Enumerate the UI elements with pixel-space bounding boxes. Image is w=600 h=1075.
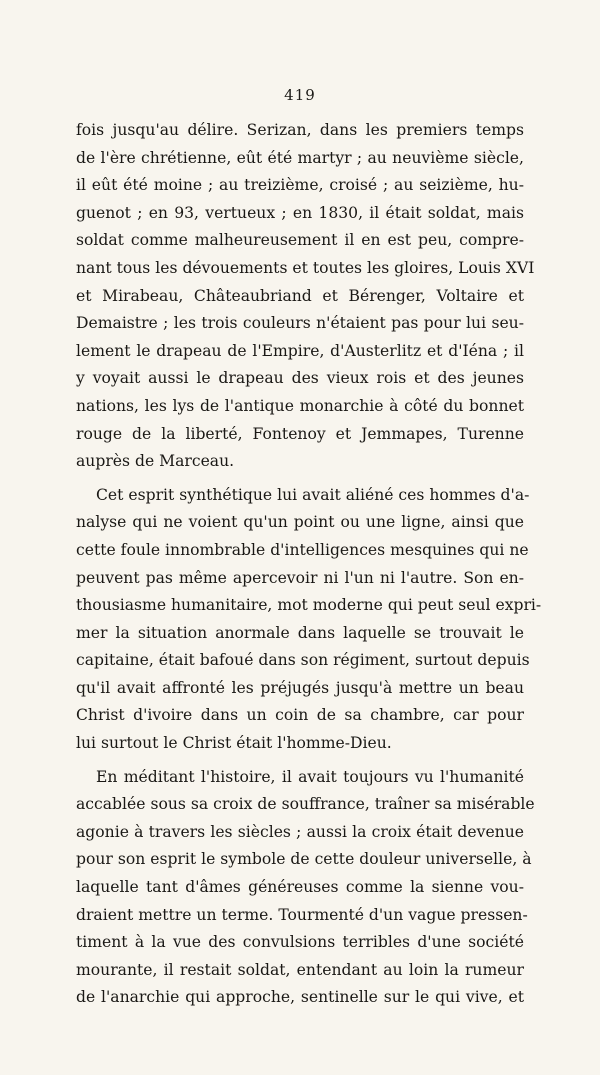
text-line: de l'anarchie qui approche, sentinelle sur le qui vive, et	[76, 988, 524, 1007]
text-line: guenot ; en 93, vertueux ; en 1830, il était soldat, mais	[76, 203, 524, 222]
text-line: En méditant l'histoire, il avait toujours vu l'humanité	[96, 767, 524, 786]
text-line: lui surtout le Christ était l'homme-Dieu.	[76, 734, 392, 753]
text-line: nalyse qui ne voient qu'un point ou une ligne, ainsi que	[76, 513, 524, 532]
text-line: lement le drapeau de l'Empire, d'Austerlitz et d'Iéna ; il	[76, 341, 524, 360]
text-line: mer la situation anormale dans laquelle se trouvait le	[76, 623, 524, 642]
text-line: capitaine, était bafoué dans son régiment, surtout depuis	[76, 651, 530, 670]
text-line: nations, les lys de l'antique monarchie à côté du bonnet	[76, 396, 524, 415]
page-number: 419	[284, 86, 316, 104]
paragraph-3	[76, 764, 535, 1012]
text-line: cette foule innombrable d'intelligences mesquines qui ne	[76, 540, 529, 559]
text-line: draient mettre un terme. Tourmenté d'un vague pressen-	[76, 905, 528, 924]
text-line: peuvent pas même apercevoir ni l'un ni l'autre. Son en-	[76, 568, 524, 587]
text-line: Christ d'ivoire dans un coin de sa chambre, car pour	[76, 706, 524, 725]
text-line: Cet esprit synthétique lui avait aliéné ces hommes d'a-	[96, 485, 530, 504]
text-line: qu'il avait affronté les préjugés jusqu'à mettre un beau	[76, 678, 524, 697]
text-line: il eût été moine ; au treizième, croisé ; au seizième, hu-	[76, 176, 524, 195]
text-line: accablée sous sa croix de souffrance, traîner sa misérable	[76, 795, 535, 814]
text-line: Demaistre ; les trois couleurs n'étaient pas pour lui seu-	[76, 314, 524, 333]
text-line: fois jusqu'au délire. Serizan, dans les premiers temps	[76, 121, 524, 139]
paragraph-2	[76, 482, 542, 758]
text-line: soldat comme malheureusement il en est peu, compre-	[76, 231, 524, 250]
text-line: et Mirabeau, Châteaubriand et Bérenger, Voltaire et	[76, 286, 524, 305]
text-line: pour son esprit le symbole de cette douleur universelle, à	[76, 850, 532, 869]
text-line: rouge de la liberté, Fontenoy et Jemmapes, Turenne	[76, 424, 524, 443]
text-line: nant tous les dévouements et toutes les gloires, Louis XVI	[76, 258, 535, 277]
text-line: y voyait aussi le drapeau des vieux rois et des jeunes	[76, 369, 524, 388]
body-text	[76, 117, 542, 1012]
text-line: timent à la vue des convulsions terribles d'une société	[76, 933, 524, 952]
text-line: auprès de Marceau.	[76, 452, 235, 471]
paragraph-1	[76, 117, 535, 476]
text-line: laquelle tant d'âmes généreuses comme la sienne vou-	[76, 878, 524, 897]
text-line: agonie à travers les siècles ; aussi la croix était devenue	[76, 822, 524, 841]
text-line: mourante, il restait soldat, entendant au loin la rumeur	[76, 960, 524, 979]
text-line: thousiasme humanitaire, mot moderne qui peut seul expri-	[76, 596, 542, 615]
text-line: de l'ère chrétienne, eût été martyr ; au neuvième siècle,	[76, 148, 524, 167]
